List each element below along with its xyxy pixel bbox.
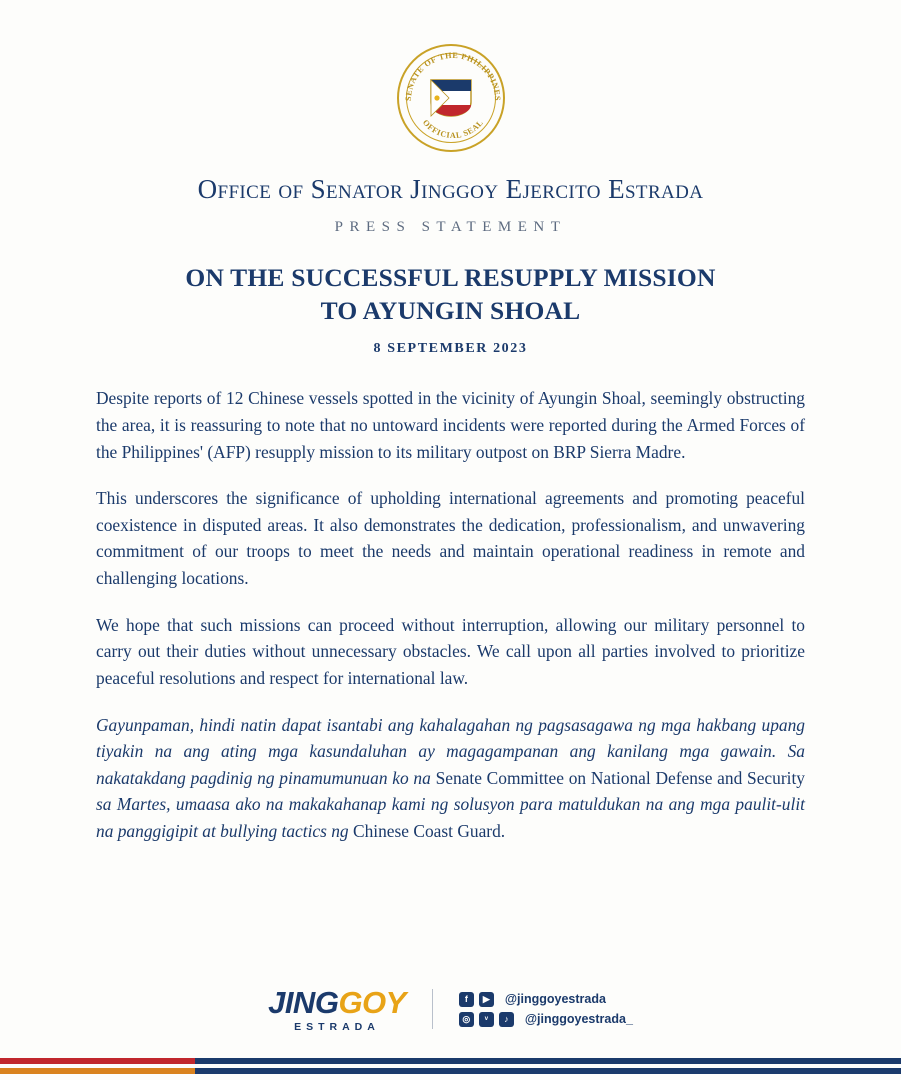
instagram-icon[interactable]: ◎: [459, 1012, 474, 1027]
statement-body: [0, 357, 901, 844]
paragraph-4-segment-italic-1: Gayunpaman, hindi natin dapat isantabi ang kahalagahan ng pagsasagawa ng mga hakbang upang tiyakin na ang ating mga kasundaluhan ay magagampanan ang kanilang mga gawain. Sa nakatakdang pagdinig ng pinamumunuan ko na: [96, 714, 805, 788]
senate-seal-icon: [397, 44, 505, 152]
footer-divider: [432, 989, 433, 1029]
logo-wordmark: [268, 984, 406, 1020]
paragraph-1: Despite reports of 12 Chinese vessels spotted in the vicinity of Ayungin Shoal, seemingly obstructing the area, it is reassuring to note that no untoward incidents were reported during the Armed Forces of the Philippines' (AFP) resupply mission to its military outpost on BRP Sierra Madre.: [96, 388, 805, 462]
footer-content: [0, 984, 901, 1055]
social-row-1: [459, 992, 633, 1007]
facebook-icon[interactable]: f: [459, 992, 474, 1007]
svg-text:OFFICIAL SEAL: OFFICIAL SEAL: [420, 118, 485, 141]
paragraph-3: We hope that such missions can proceed without interruption, allowing our military personnel to carry out their duties without unnecessary obstacles. We call upon all parties involved to prioritize peaceful resolutions and respect for international law.: [96, 614, 805, 688]
footer-color-bars: [0, 1054, 901, 1080]
philippine-flag-shield-icon: [429, 78, 473, 118]
page-footer: [0, 984, 901, 1080]
paragraph-4: [96, 712, 805, 845]
logo-word-part-2: GOY: [338, 984, 406, 1020]
headline-line-1: ON THE SUCCESSFUL RESUPPLY MISSION: [185, 263, 716, 292]
footer-bar-navy-bottom: [195, 1068, 901, 1074]
page-title: [0, 262, 901, 327]
jinggoy-estrada-logo: [268, 984, 406, 1033]
social-handle-1: @jinggoyestrada: [504, 992, 606, 1007]
footer-bar-navy-top: [195, 1058, 901, 1064]
svg-text:SENATE OF THE PHILIPPINES: SENATE OF THE PHILIPPINES: [403, 50, 502, 102]
headline-line-2: TO AYUNGIN SHOAL: [320, 295, 581, 325]
social-handle-2: @jinggoyestrada_: [524, 1012, 633, 1027]
document-type-label: PRESS STATEMENT: [334, 219, 567, 235]
seal-container: [0, 0, 901, 152]
social-row-2: [459, 1012, 633, 1027]
logo-subtitle: ESTRADA: [294, 1020, 380, 1033]
paragraph-4-segment-upright-2: Chinese Coast Guard.: [352, 821, 506, 841]
footer-bar-orange: [0, 1068, 195, 1074]
twitter-icon[interactable]: ᵛ: [479, 1012, 494, 1027]
paragraph-2: This underscores the significance of upholding international agreements and promoting peaceful coexistence in disputed areas. It also demonstrates the dedication, professionalism, and unwavering commitment of our troops to meet the needs and maintain operational readiness in remote and challenging locations.: [96, 488, 805, 588]
tiktok-icon[interactable]: ♪: [499, 1012, 514, 1027]
paragraph-4-segment-upright-1: Senate Committee on National Defense and Security: [435, 767, 805, 788]
paragraph-4-segment-italic-2: sa Martes, umaasa ako na makakahanap kami ng solusyon para matuldukan na ang mga paulit-ulit na panggigipit at bullying tactics ng: [96, 794, 805, 841]
logo-word-part-1: JING: [268, 984, 339, 1020]
office-title: Office of Senator Jinggoy Ejercito Estrada: [197, 174, 704, 204]
social-handles: [459, 992, 633, 1027]
footer-bar-red: [0, 1058, 195, 1064]
statement-date: 8 SEPTEMBER 2023: [373, 341, 528, 357]
youtube-icon[interactable]: ▶: [479, 992, 494, 1007]
